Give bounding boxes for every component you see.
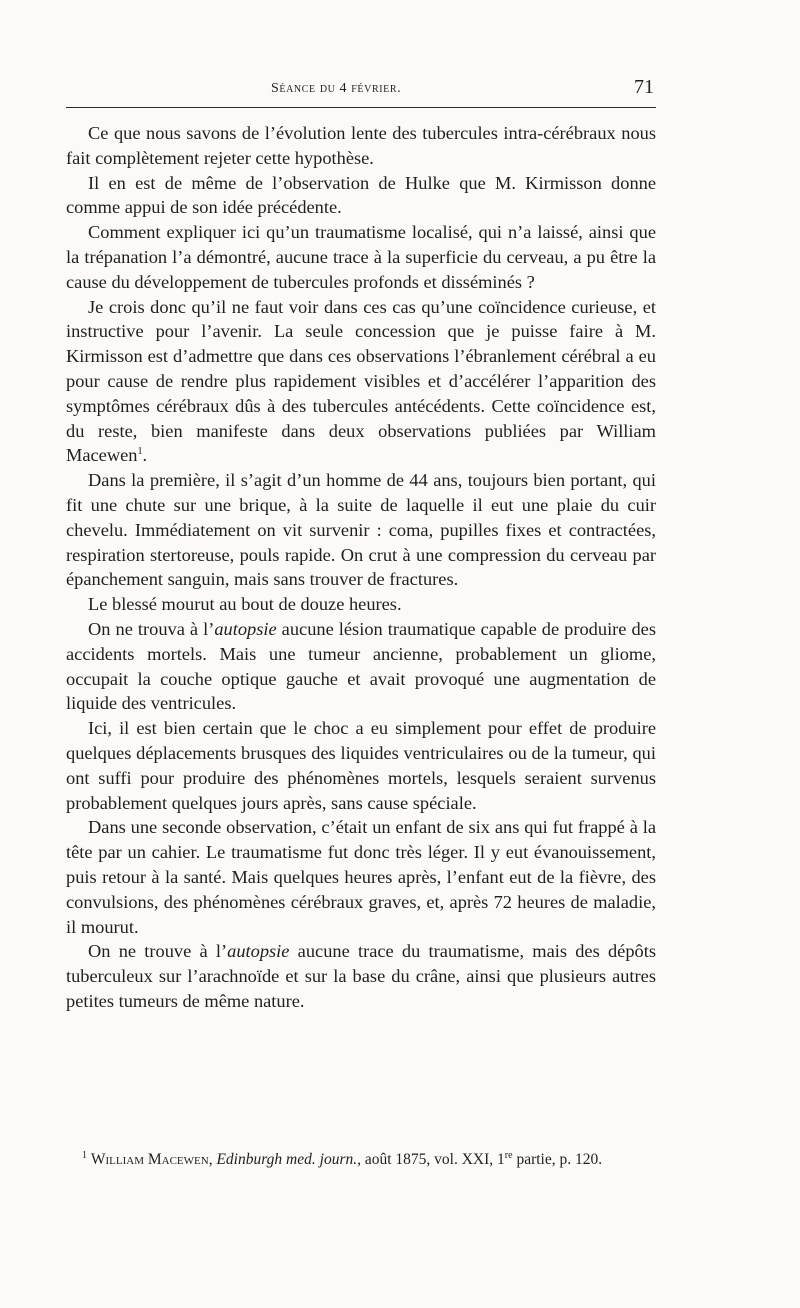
paragraph-text: aucune lésion traumatique capable de produire des accidents mortels. Mais une tumeur ancienne, probablement un gliome, occupait la couche optique gauche et avait provoqué une augmentation de liquide des ventricules. <box>66 618 657 714</box>
page-number: 71 <box>634 76 654 98</box>
paragraph: Le blessé mourut au bout de douze heures. <box>88 594 402 615</box>
paragraph: Dans une seconde observation, c’était un enfant de six ans qui fut frappé à la tête par un cahier. Le traumatisme fut donc très léger. Il y eut évanouissement, puis retour à la santé. Mais quelques heures après, l’enfant eut de la fièvre, des convulsions, des phénomènes cérébraux graves, et, après 72 heures de maladie, il mourut. <box>66 817 656 937</box>
italic-word: autopsie <box>227 941 290 962</box>
header-rule <box>66 107 656 108</box>
footnote-text <box>66 1149 656 1171</box>
paragraph: Comment expliquer ici qu’un traumatisme localisé, qui n’a laissé, ainsi que la trépanation l’a démontré, aucune trace à la superficie du cerveau, a pu être la cause du développement de tubercules profonds et disséminés ? <box>66 222 656 292</box>
footnote-reference: 1 <box>137 446 143 458</box>
footnote <box>66 1149 656 1171</box>
page-header <box>66 74 656 104</box>
running-title: Séance du 4 février. <box>271 81 402 96</box>
footnote-marker: 1 <box>82 1149 87 1161</box>
body-text <box>66 121 656 1014</box>
footnote-ordinal: re <box>504 1149 513 1161</box>
footnote-journal: Edinburgh med. journ., <box>216 1151 361 1168</box>
paragraph-text: Je crois donc qu’il ne faut voir dans ces cas qu’une coïncidence curieuse, et instructive pour l’avenir. La seule concession que je puisse faire à M. Kirmisson est d’admettre que dans ces observations l’ébranlement cérébral a eu pour cause de rendre plus rapidement visibles et d’accélérer l’apparition des symptômes cérébraux dûs à des tubercules antécédents. Cette coïncidence est, du reste, bien manifeste dans deux observations publiées par William Macewen <box>66 296 656 466</box>
paragraph: Dans la première, il s’agit d’un homme de 44 ans, toujours bien portant, qui fit une chute sur une brique, à la suite de laquelle il eut une plaie du cuir chevelu. Immédiatement on vit survenir : coma, pupilles fixes et contractées, respiration stertoreuse, pouls rapide. On crut à une compression du cerveau par épanchement sanguin, mais sans trouver de fractures. <box>66 470 656 590</box>
footnote-author: William Macewen, <box>90 1151 213 1168</box>
paragraph <box>66 939 656 1013</box>
paragraph: Ce que nous savons de l’évolution lente des tubercules intra-cérébraux nous fait complètement rejeter cette hypothèse. <box>66 123 656 168</box>
paragraph <box>66 617 656 716</box>
paragraph-text: aucune trace du traumatisme, mais des dépôts tuberculeux sur l’arachnoïde et sur la base du crâne, ainsi que plusieurs autres petites tumeurs de même nature. <box>66 941 656 1011</box>
paragraph: Il en est de même de l’observation de Hulke que M. Kirmisson donne comme appui de son idée précédente. <box>66 172 656 218</box>
paragraph-end: . <box>142 445 148 466</box>
paragraph <box>66 295 656 469</box>
footnote-details: août 1875, vol. XXI, 1 <box>360 1151 505 1168</box>
paragraph-text: On ne trouve à l’ <box>88 941 228 962</box>
paragraph: Ici, il est bien certain que le choc a eu simplement pour effet de produire quelques déplacements brusques des liquides ventriculaires ou de la tumeur, qui ont suffi pour produire des phénomènes mortels, lesquels seraient survenus probablement quelques jours après, sans cause spéciale. <box>66 718 656 813</box>
italic-word: autopsie <box>214 618 277 639</box>
footnote-details-end: partie, p. 120. <box>512 1151 603 1168</box>
paragraph-text: On ne trouva à l’ <box>88 618 215 639</box>
